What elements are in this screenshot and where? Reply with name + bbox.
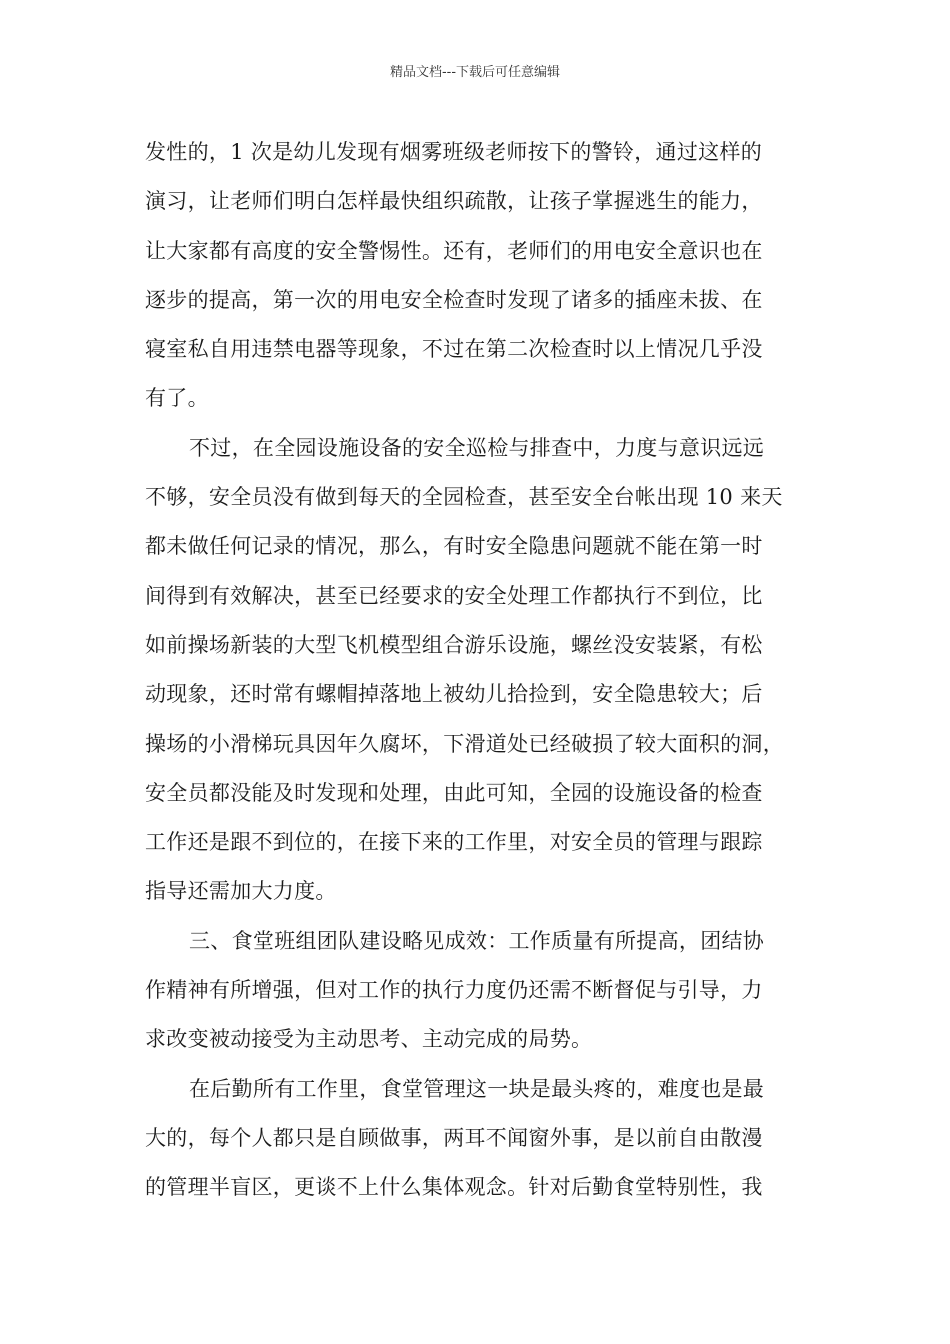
- text-line: 有了。: [145, 386, 209, 411]
- text-line: 安全员都没能及时发现和处理，由此可知，全园的设施设备的检查: [145, 780, 763, 805]
- text-line: 三、食堂班组团队建设略见成效：工作质量有所提高，团结协: [189, 928, 765, 953]
- text-line: 指导还需加大力度。: [145, 879, 337, 904]
- page-header: 精品文档---下载后可任意编辑: [389, 65, 561, 80]
- paragraph-3: [145, 917, 825, 1065]
- text-line: 演习，让老师们明白怎样最快组织疏散，让孩子掌握逃生的能力，: [145, 189, 763, 214]
- text-line: 如前操场新装的大型飞机模型组合游乐设施，螺丝没安装紧，有松: [145, 632, 763, 657]
- text-line: 不够，安全员没有做到每天的全园检查，甚至安全台帐出现 10 来天: [145, 485, 783, 510]
- text-line: 间得到有效解决，甚至已经要求的安全处理工作都执行不到位，比: [145, 583, 763, 608]
- text-line: 动现象，还时常有螺帽掉落地上被幼儿拾捡到，安全隐患较大；后: [145, 682, 763, 707]
- text-line: 工作还是跟不到位的，在接下来的工作里，对安全员的管理与跟踪: [145, 830, 763, 855]
- paragraph-2: [145, 424, 825, 917]
- text-line: 操场的小滑梯玩具因年久腐坏，下滑道处已经破损了较大面积的洞，: [145, 731, 784, 756]
- paragraph-4: [145, 1065, 825, 1213]
- text-line: 作精神有所增强，但对工作的执行力度仍还需不断督促与引导，力: [145, 978, 763, 1003]
- text-line: 的管理半盲区，更谈不上什么集体观念。针对后勤食堂特别性，我: [145, 1175, 763, 1200]
- text-line: 在后勤所有工作里，食堂管理这一块是最头疼的，难度也是最: [189, 1076, 765, 1101]
- text-line: 让大家都有高度的安全警惕性。还有，老师们的用电安全意识也在: [145, 238, 763, 263]
- text-line: 不过，在全园设施设备的安全巡检与排查中，力度与意识远远: [189, 435, 765, 460]
- paragraph-1: [145, 128, 825, 424]
- text-line: 都未做任何记录的情况，那么，有时安全隐患问题就不能在第一时: [145, 534, 763, 559]
- text-line: 发性的，1 次是幼儿发现有烟雾班级老师按下的警铃，通过这样的: [145, 140, 763, 164]
- document-body: [145, 128, 825, 1213]
- text-line: 寝室私自用违禁电器等现象，不过在第二次检查时以上情况几乎没: [145, 337, 763, 362]
- text-line: 逐步的提高，第一次的用电安全检查时发现了诸多的插座未拔、在: [145, 287, 763, 312]
- text-line: 求改变被动接受为主动思考、主动完成的局势。: [145, 1027, 593, 1052]
- text-line: 大的，每个人都只是自顾做事，两耳不闻窗外事，是以前自由散漫: [145, 1125, 763, 1150]
